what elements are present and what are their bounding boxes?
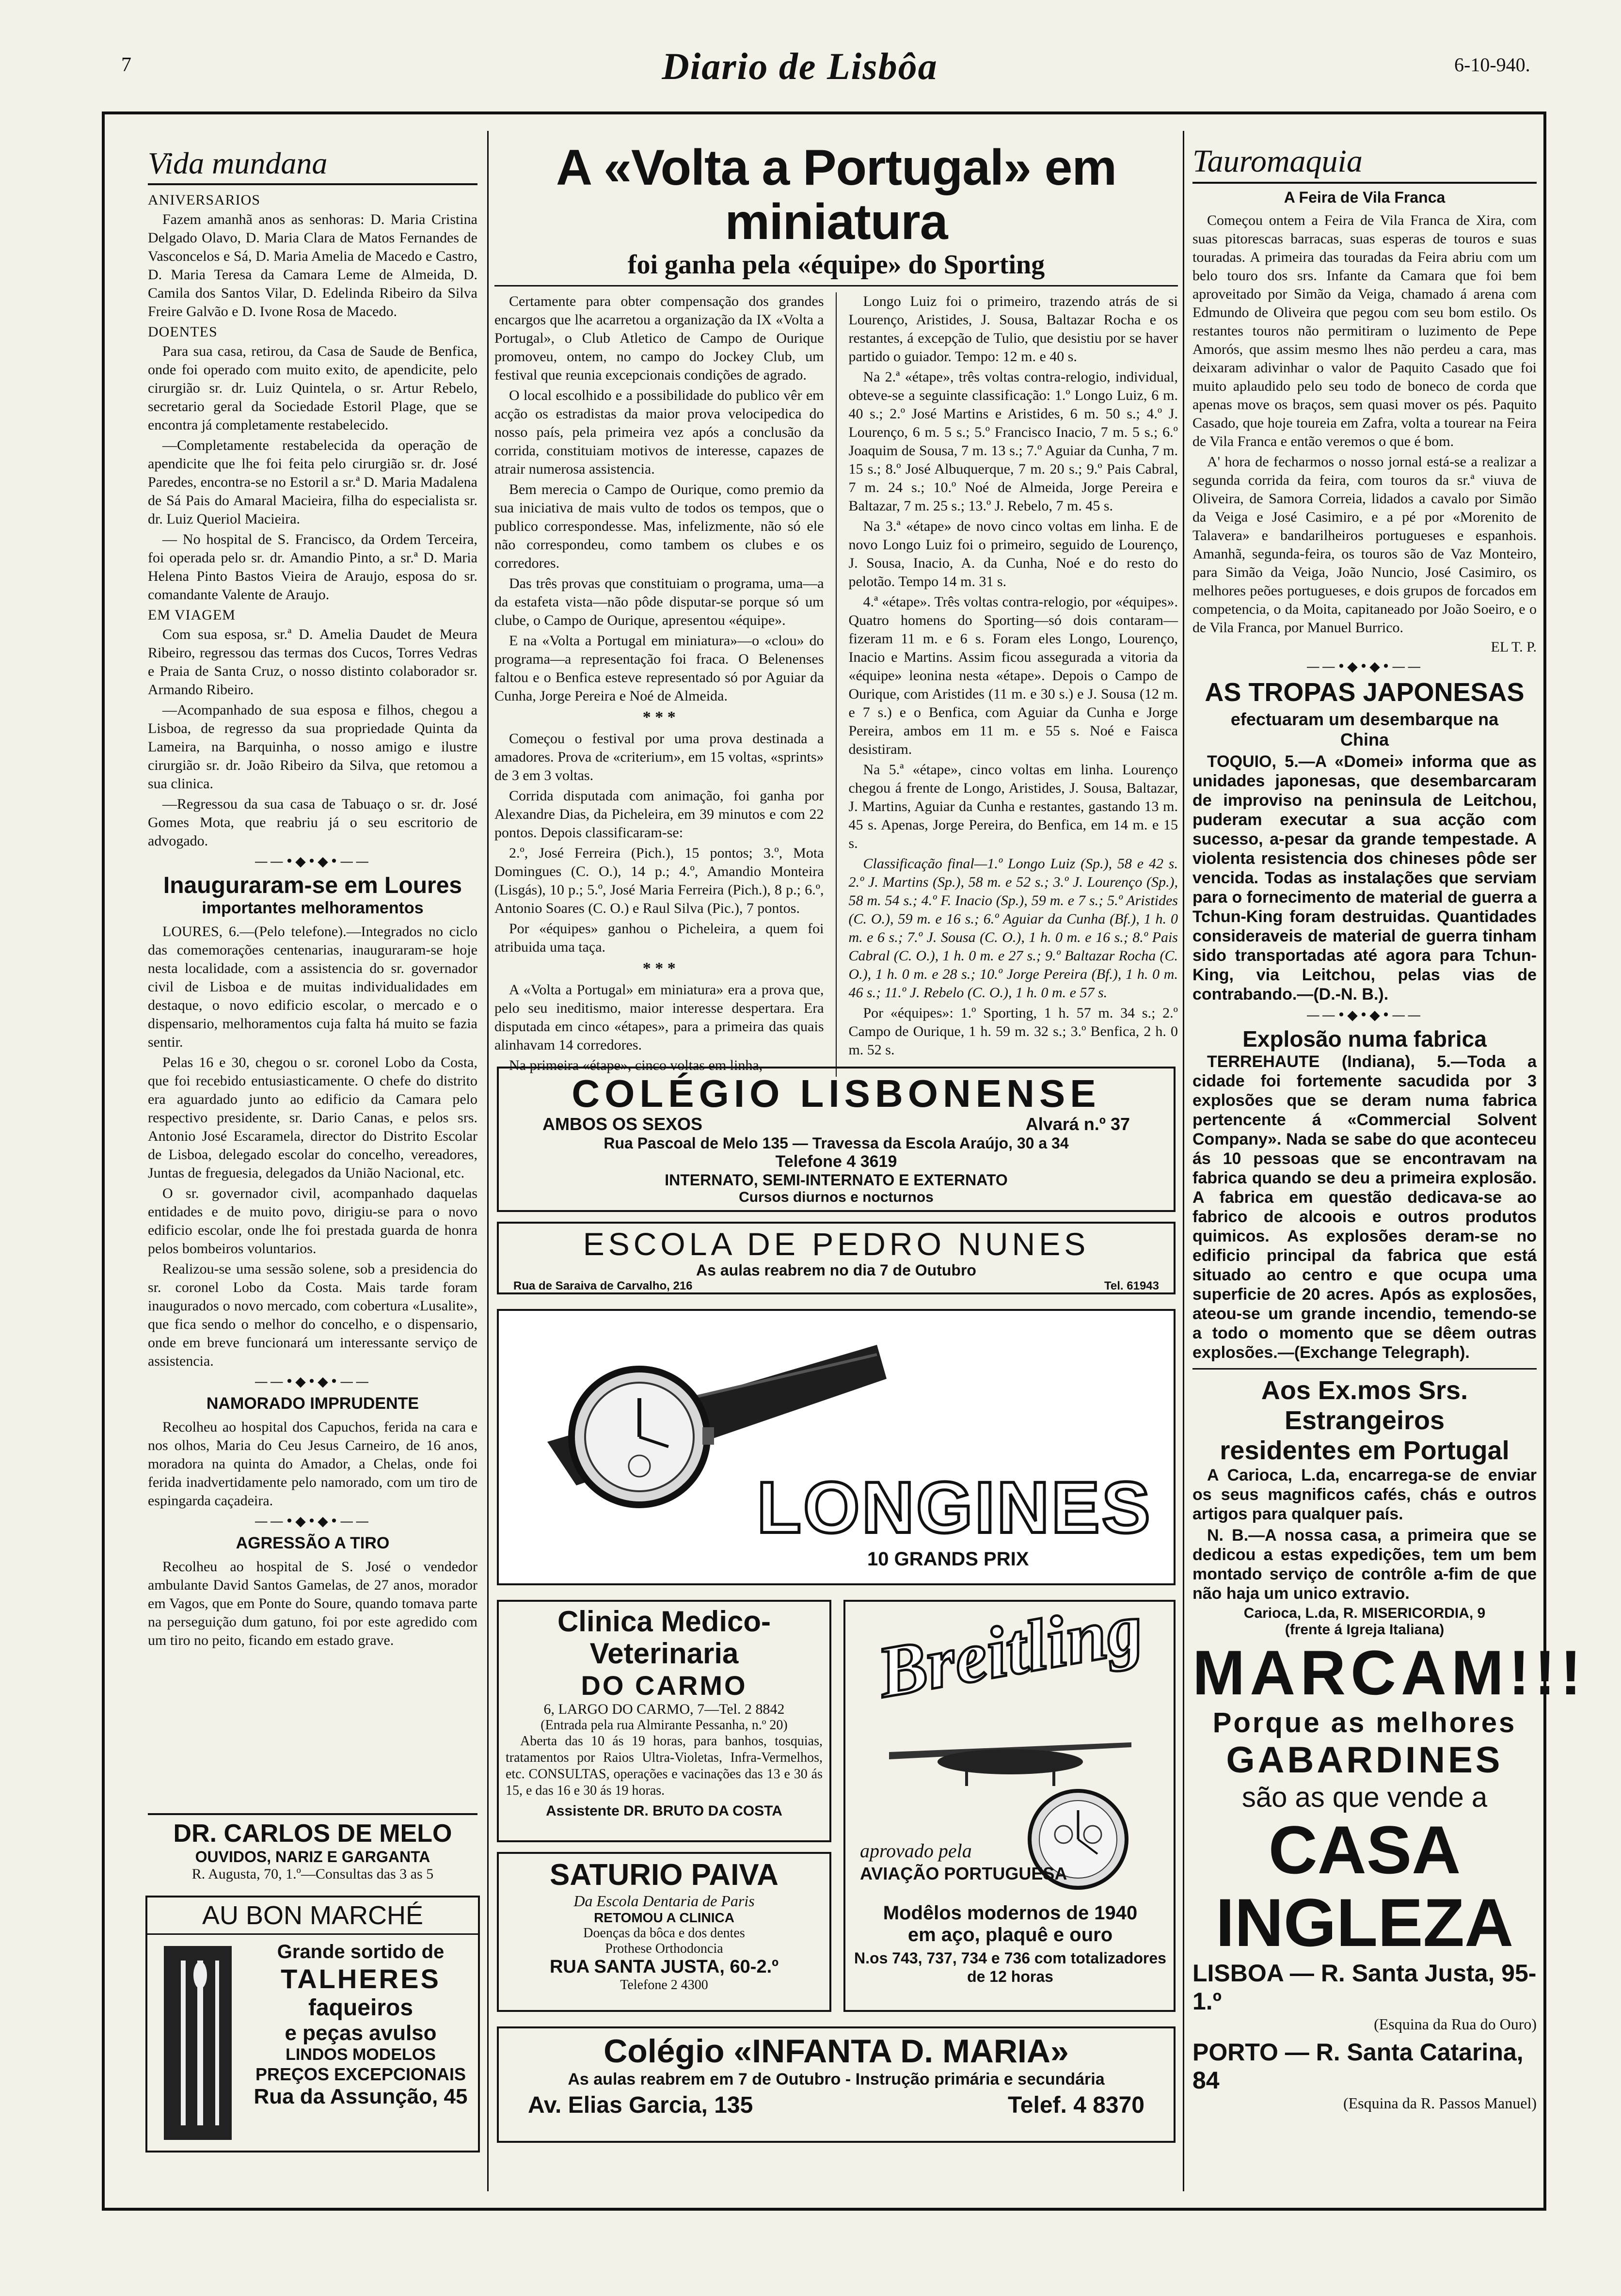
page-date: 6-10-940.: [1454, 54, 1530, 76]
volta-c1p1: Certamente para obter compensação dos grandes encargos que lhe acarretou a organização da IX «Volta a Portugal», o Club Atletico de Campo de Ourique promoveu, ontem, no campo do Jockey Club, um festival que reunia excepcionais condições de agrado.: [494, 293, 824, 383]
volta-c1p10: A «Volta a Portugal» em miniatura» era a prova que, pelo seu ineditismo, maior interesse despertara. Era disputada em cinco «étapes», para a primeira das quais alinhavam 14 corredores.: [494, 982, 824, 1053]
viagem-label: EM VIAGEM: [148, 607, 236, 623]
clinica-text: Aberta das 10 ás 19 horas, para banhos, tosquias, tratamentos por Raios Ultra-Violetas, Infra-Vermelhos, etc. CONSULTAS, operações e vacinações das 13 e 30 ás 15, e das 16 e 30 ás 19 horas.: [506, 1734, 823, 1798]
ad-breitling: [843, 1587, 1176, 2012]
column-rule-1: [487, 131, 489, 2191]
ingleza-l5: CASA INGLEZA: [1215, 1812, 1514, 1961]
bon-marche-l6: PREÇOS EXCEPCIONAIS: [255, 2064, 466, 2084]
doentes-text-1: Para sua casa, retirou, da Casa de Saude de Benfica, onde foi operado com muito exito, de apendicite, pelo cirurgião sr. dr. Luiz Quintela, o sr. Artur Rebelo, secretario geral da Sociedade Estoril Plage, que se encontra já completamente restabelecido.: [148, 343, 477, 433]
loures-p3: O sr. governador civil, acompanhado daquelas entidades e de muito povo, dirigiu-se para o novo edificio escolar, onde lhe foi prestada guarda de honra pelos bombeiros voluntarios.: [148, 1185, 477, 1257]
ad-pedro-nunes: [497, 1222, 1176, 1294]
vida-mundana-title: Vida mundana: [148, 145, 477, 185]
tauromaquia-subtitle: A Feira de Vila Franca: [1284, 189, 1446, 206]
carioca-sign: Carioca, L.da, R. MISERICORDIA, 9: [1243, 1605, 1486, 1621]
bon-marche-l4: e peças avulso: [285, 2021, 437, 2045]
viagem-text-2: —Acompanhado de sua esposa e filhos, chegou a Lisboa, de regresso da sua propriedade Quinta da Lameira, na Barquinha, o nosso amigo e ilustre cirurgião sr. dr. João Ribeiro da Silva, que retomou a sua clinica.: [148, 702, 477, 792]
carlos-address: R. Augusta, 70, 1.º—Consultas das 3 as 5: [191, 1866, 434, 1882]
ad-bon-marche: [145, 1896, 480, 2152]
clinica-entry: (Entrada pela rua Almirante Pessanha, n.º 20): [540, 1718, 788, 1733]
volta-c2p6: Classificação final—1.º Longo Luiz (Sp.), 58 e 42 s. 2.º J. Martins (Sp.), 58 m. e 52 s.; 3.º J. Lourenço (Sp.), 58 m. 54 s.; 4.º F. Inacio (Sp.), 59 m. e 7 s.; 5.º Aristides (C. O.), 59 m. e 16 s.; 6.º Aguiar da Cunha (Bf.), 1 h. 0 m. e 6 s.; 7.º J. Sousa (C. O.), 1 h. 0 m. e 16 s.; 8.º Pais Cabral (C. O.), 1 h. 0 m. e 27 s.; 9.º Baltazar Rocha (C. O.), 1 h. 0 m. e 28 s.; 10.º Jorge Pereira (Bf.), 1 h. 0 m. 46 s.; 11.º J. Rebelo (C. O.), 1 h. 0 m. e 57 s.: [848, 856, 1178, 1001]
ingleza-l4: são as que vende a: [1241, 1782, 1488, 1813]
pedro-nunes-address: Rua de Saraiva de Carvalho, 216: [513, 1279, 693, 1292]
volta-c2p2: Na 2.ª «étape», três voltas contra-relogio, individual, obteve-se a seguinte classificação: 1.º Longo Luiz, 6 m. 40 s.; 2.º José Martins e Aristides, 6 m. 50 s.; 4.º J. Lourenço, 6 m. 5 s.; 5.º Francisco Inacio, 7 m. 5 s.; 6.º Joaquim de Sousa, 7 m. 13 s.; 7.º Aguiar da Cunha, 7 m. 15 s.; 8.º José Albuquerque, 7 m. 20 s.; 9.º Pais Cabral, 7 m. 24 s.; 10.º Noé de Almeida, Jorge Pereira e Baltazar, 7 m. 25 s.; 13.º J. Rebelo, 7 m. 45 s.: [848, 369, 1178, 514]
ingleza-l8: PORTO — R. Santa Catarina, 84: [1192, 2039, 1524, 2094]
carioca-nb: N. B.—A nossa casa, a primeira que se dedicou a estas expedições, tem um bem montado serviço de contrôle a-fim de que não haja um unico extravio.: [1192, 1526, 1537, 1603]
ingleza-l3: GABARDINES: [1226, 1739, 1503, 1781]
volta-c2p1: Longo Luiz foi o primeiro, trazendo atrás de si Lourenço, Aristides, J. Sousa, Baltazar Rocha e os restantes, á excepção de Tulio, que desistiu por se haver partido o guiador. Tempo: 12 m. e 40 s.: [848, 293, 1178, 365]
doentes-text-3: — No hospital de S. Francisco, da Ordem Terceira, foi operada pelo sr. dr. Amandio Pinto, a sr.ª D. Maria Helena Pinto Bastos Vieira de Araujo, esposa do sr. comandante Valente de Araujo.: [148, 531, 477, 603]
infanta-address: Av. Elias Garcia, 135: [528, 2092, 753, 2118]
carioca-sign2: (frente á Igreja Italiana): [1285, 1622, 1445, 1638]
bon-marche-l3: faqueiros: [308, 1995, 413, 2021]
ad-infanta: [497, 2026, 1176, 2143]
lisbonense-title: COLÉGIO LISBONENSE: [572, 1072, 1101, 1115]
airplane-illustration: [879, 1713, 1141, 1793]
bon-marche-title: AU BON MARCHÉ: [147, 1897, 478, 1935]
longines-brand: LONGINES: [757, 1467, 1152, 1548]
saturio-l2: RETOMOU A CLINICA: [594, 1910, 734, 1925]
saturio-l3: Doenças da bôca e dos dentes: [583, 1926, 745, 1941]
separator-ornament: ——•◆•◆•——: [1306, 1007, 1423, 1023]
tauromaquia-title: Tauromaquia: [1192, 143, 1537, 184]
longines-tag: 10 GRANDS PRIX: [867, 1548, 1029, 1570]
infanta-l1: As aulas reabrem em 7 de Outubro - Instrução primária e secundária: [568, 2070, 1105, 2089]
bon-marche-l2: TALHERES: [281, 1963, 441, 1994]
volta-c2p4: 4.ª «étape». Três voltas contra-relogio, por «équipes». Quatro homens do Sporting—só dois contaram—fizeram 11 m. e 6 s. Foram eles Longo, Lourenço, Inacio e Martins. Assim ficou assegurada a vitoria da «équipe» leonina nesta «étape». Depois o Campo de Ourique, com Aristides (11 m. e 30 s.) e J. Sousa (12 m. e 7 s.) e o Benfica, com Aguiar da Cunha e Jorge Pereira, ambos em 11 m. e 55 s. Noé e Faisca desistiram.: [848, 594, 1178, 757]
carioca-title2: residentes em Portugal: [1220, 1436, 1510, 1465]
bon-marche-l5: LINDOS MODELOS: [286, 2045, 436, 2064]
doentes-text-2: —Completamente restabelecida da operação de apendicite que lhe foi feita pelo cirurgião sr. dr. José Paredes, encontra-se no Estoril a sr.ª D. Maria Madalena de Sá Pais do Amaral Macieira, filha do especialista sr. dr. Luiz Queriol Macieira.: [148, 437, 477, 527]
column-rule-2: [1183, 131, 1184, 2191]
volta-c1p4: Das três provas que constituiam o programa, uma—a da estafeta vista—não pôde disputar-se porque só um clube, o Campo de Ourique, apresentou «équipe».: [494, 575, 824, 628]
breitling-l4: em aço, plaquê e ouro: [907, 1924, 1113, 1945]
ad-carlos-melo: [148, 1813, 477, 1882]
volta-c1p3: Bem merecia o Campo de Ourique, como premio da sua iniciativa de mais vulto de todos os tempos, que o publico correspondesse. Mas, infelizmente, não só ele não correspondeu, como tambem os clubes e os corredores.: [494, 481, 824, 571]
ad-clinica: [497, 1600, 831, 1842]
separator-ornament: ——•◆•◆•——: [254, 853, 371, 869]
viagem-text-3: —Regressou da sua casa de Tabuaço o sr. dr. José Gomes Mota, que reabriu já o seu escritorio de advogado.: [148, 796, 477, 849]
page-number: 7: [121, 54, 131, 76]
pedro-nunes-l1: As aulas reabrem no dia 7 de Outubro: [696, 1261, 976, 1279]
lisbonense-phone: Telefone 4 3619: [775, 1152, 897, 1171]
saturio-l6: Telefone 2 4300: [620, 1977, 708, 1993]
tauromaquia-section: [1192, 143, 1537, 1638]
carioca-text: A Carioca, L.da, encarrega-se de enviar os seus magnificos cafés, chás e outros artigos para qualquer país.: [1192, 1466, 1537, 1523]
aniversarios-label: ANIVERSARIOS: [148, 192, 261, 208]
doentes-label: DOENTES: [148, 324, 218, 340]
volta-c1p11: Na primeira «étape», cinco voltas em linha,: [509, 1057, 763, 1073]
volta-c1p9: Por «équipes» ganhou o Picheleira, a quem foi atribuida uma taça.: [494, 921, 824, 955]
bon-marche-l7: Rua da Assunção, 45: [254, 2085, 468, 2108]
saturio-l4: Prothese Orthodoncia: [605, 1941, 723, 1956]
agressao-text: Recolheu ao hospital de S. José o vendedor ambulante David Santos Gamelas, de 27 anos, morador em Vagos, que em Ponte do Soure, quando tomava parte na perseguição dum gatuno, foi por este agredido com um tiro no peito, ficando em estado grave.: [148, 1559, 477, 1648]
saturio-l5: RUA SANTA JUSTA, 60-2.º: [549, 1957, 779, 1977]
loures-title: Inauguraram-se em Loures: [163, 873, 462, 898]
tropas-title: AS TROPAS JAPONESAS: [1205, 678, 1525, 707]
breitling-l3: Modêlos modernos de 1940: [883, 1902, 1138, 1924]
carlos-name: DR. CARLOS DE MELO: [173, 1819, 452, 1848]
loures-p2: Pelas 16 e 30, chegou o sr. coronel Lobo da Costa, que foi recebido entusiasticamente. O chefe do distrito era aguardado junto ao edificio da Camara pelo respectivo presidente, sr. Dario Canas, e pelos srs. Antonio José Escaramela, director do Distrito Escolar de Lisboa, delegado escolar do concelho, vereadores, Juntas de freguesia, delegados da União Nacional, etc.: [148, 1054, 477, 1181]
pedro-nunes-phone: Tel. 61943: [1104, 1279, 1159, 1292]
explosao-title: Explosão numa fabrica: [1242, 1026, 1487, 1052]
volta-stars: * * *: [642, 959, 676, 977]
breitling-l1: aprovado pela: [860, 1840, 972, 1862]
volta-subtitle: foi ganha pela «équipe» do Sporting: [494, 249, 1178, 287]
breitling-l5: N.os 743, 737, 734 e 736 com totalizadores de 12 horas: [854, 1949, 1166, 1985]
tauromaquia-p1: Começou ontem a Feira de Vila Franca de Xira, com suas pitorescas barracas, suas esperas de touros e suas touradas. A primeira das touradas da Feira abriu com um belo touro dos srs. Infante da Camara que foi bem aproveitado por Simão da Veiga, chamado á arena com Edmundo de Oliveira que pegou com seu bom estilo. Os restantes touros não permitiram o luzimento de Pepe Amorós, que assim mesmo lhes não perdeu a cara, mas deixaram adivinhar o valor de Paquito Casado que foi muito aplaudido pelo seu todo de boneco de corda que apenas move os braços, sem quasi mover os pés. Paquito Casado, que hoje toureia em Zafra, volta a tourear na Feira de Vila Franca e então veremos o que é bom.: [1192, 212, 1537, 449]
volta-c1p6: Começou o festival por uma prova destinada a amadores. Prova de «criterium», em 15 voltas, «sprints» de 3 em 3 voltas.: [494, 731, 824, 783]
loures-subtitle: importantes melhoramentos: [202, 899, 424, 917]
lisbonense-l2: Alvará n.º 37: [1025, 1114, 1130, 1134]
ingleza-l2: Porque as melhores: [1212, 1707, 1517, 1738]
saturio-title: SATURIO PAIVA: [550, 1858, 779, 1892]
ad-colegio-lisbonense: [497, 1067, 1176, 1212]
infanta-title: Colégio «INFANTA D. MARIA»: [604, 2033, 1069, 2070]
separator-ornament: ——•◆•◆•——: [1306, 658, 1423, 674]
volta-c1p8: 2.º, José Ferreira (Pich.), 15 pontos; 3.º, Mota Domingues (C. O.), 14 p.; 4.º, Amandio Monteira (Lisgás), 10 p.; 5.º, José Maria Ferreira (Pich.), 8 p.; 6.º, Antonio Soares (C. O.) e Raul Silva (Pic.), 7 pontos.: [494, 845, 824, 916]
volta-c2p7: Por «équipes»: 1.º Sporting, 1 h. 57 m. 34 s.; 2.º Campo de Ourique, 1 h. 59 m. 32 s.; 3.º Benfica, 2 h. 0 m. 52 s.: [848, 1005, 1178, 1058]
ingleza-l1: MARCAM!!!: [1192, 1637, 1586, 1708]
tauromaquia-p2: A' hora de fecharmos o nosso jornal está-se a realizar a segunda corrida da feira, com touros da sr.ª viuva de Oliveira, de Samora Correia, lidados a cavalo por Simão da Veiga e José Casimiro, e a pé por «Morenito de Talavera» e bandarilheiros portugueses e espanhois. Amanhã, segunda-feira, os touros são de Vaz Monteiro, para Simão da Veiga, João Nuncio, José Casimiro, os melhores peões portugueses, e dois grupos de forcados em competencia, o da Moita, capitaneado por João Soeiro, e o de Vila Franca, por Manuel Burrico.: [1192, 454, 1537, 636]
infanta-phone: Telef. 4 8370: [1008, 2092, 1144, 2118]
lisbonense-l1: AMBOS OS SEXOS: [542, 1114, 703, 1134]
pedro-nunes-title: ESCOLA DE PEDRO NUNES: [583, 1226, 1090, 1262]
separator-ornament: ——•◆•◆•——: [254, 1373, 371, 1389]
ad-longines: [497, 1309, 1176, 1585]
volta-c2p3: Na 3.ª «étape» de novo cinco voltas em linha. E de novo Longo Luiz foi o primeiro, seguido de Lourenço, J. Sousa, Inacio, A. da Cunha, Noé e do resto do pelotão. Tempo 14 m. 31 s.: [848, 518, 1178, 590]
clinica-address: 6, LARGO DO CARMO, 7—Tel. 2 8842: [543, 1701, 785, 1717]
vida-mundana-section: [148, 145, 477, 1652]
tauromaquia-sign: EL T. P.: [1491, 639, 1537, 655]
ad-saturio: [497, 1852, 831, 2012]
masthead: Diario de Lisbôa: [662, 45, 938, 87]
ingleza-l9: (Esquina da R. Passos Manuel): [1343, 2094, 1537, 2112]
clinica-assist: Assistente DR. BRUTO DA COSTA: [546, 1803, 782, 1819]
breitling-brand: Breitling: [872, 1587, 1149, 1713]
volta-c2p5: Na 5.ª «étape», cinco voltas em linha. Lourenço chegou á frente de Longo, Aristides, J. Sousa, Baltazar, J. Martins, Aguiar da Cunha e restantes, gastando 13 m. 45 s. Apenas, Jorge Pereira, do Benfica, em 14 m. e 15 s.: [848, 762, 1178, 851]
ad-casa-ingleza: [1192, 1637, 1586, 2112]
ingleza-l7: (Esquina da Rua do Ouro): [1374, 2015, 1537, 2033]
namorado-text: Recolheu ao hospital dos Capuchos, ferida na cara e nos olhos, Maria do Ceu Jesus Carneiro, de 16 anos, moradora na quinta do Amador, a Chelas, onde foi ferida inadvertidamente pelo namorado, com um tiro de espingarda caçadeira.: [148, 1419, 477, 1509]
clinica-title1: Clinica Medico-Veterinaria: [557, 1605, 771, 1670]
ingleza-l6: LISBOA — R. Santa Justa, 95-1.º: [1192, 1960, 1537, 2015]
namorado-title: NAMORADO IMPRUDENTE: [206, 1394, 419, 1413]
viagem-text-1: Com sua esposa, sr.ª D. Amelia Daudet de Meura Ribeiro, regressou das termas dos Cucos, Torres Vedras e Praia de Santa Cruz, o nosso distinto colaborador sr. Armando Ribeiro.: [148, 626, 477, 698]
volta-c1p2: O local escolhido e a possibilidade do publico vêr em acção os estradistas da maior prova velocipedica do nosso país, pela primeira vez após a conclusão da corrida, constituiam motivos de interesse, capazes de atrair numerosa assistencia.: [494, 387, 824, 477]
breitling-l2: AVIAÇÃO PORTUGUESA: [860, 1864, 1067, 1883]
loures-p4: Realizou-se uma sessão solene, sob a presidencia do sr. coronel Lobo da Costa. Mais tarde foram inaugurados o novo mercado, com cobertura «Lusalite», que fica sendo o melhor do concelho, e o dispensario, onde em breve funcionará um interessante serviço de assistencia.: [148, 1261, 477, 1369]
lisbonense-cursos: Cursos diurnos e nocturnos: [739, 1189, 934, 1205]
carlos-line: OUVIDOS, NARIZ E GARGANTA: [195, 1848, 430, 1866]
tropas-subtitle: efectuaram um desembarque na China: [1230, 709, 1499, 749]
separator-ornament: ——•◆•◆•——: [254, 1513, 371, 1529]
tropas-text: TOQUIO, 5.—A «Domei» informa que as unidades japonesas, que desembarcaram de improviso na peninsula de Leitchou, puderam executar a sua acção com sucesso, a-pesar da grande tempestade. A violenta resistencia dos chineses pôde ser vencida. Todas as instalações que serviam para o fornecimento de material de guerra a Tchun-King foram destruidas. Quantidades consideraveis de material de guerra tinham sido transportadas até agora para Tchun-King, via Leitchou, pelas vias de contrabando.—(D.-N. B.).: [1192, 752, 1537, 1004]
volta-c1p7: Corrida disputada com animação, foi ganha por Alexandre Dias, da Picheleira, em 39 minutos e com 22 pontos. Depois classificaram-se:: [494, 788, 824, 841]
volta-stars: * * *: [642, 708, 676, 726]
saturio-l1: Da Escola Dentaria de Paris: [573, 1892, 755, 1910]
volta-c1p5: E na «Volta a Portugal em miniatura»—o «clou» do programa—a representação foi fraca. O Belenenses faltou e o Benfica esteve representado só por Aguiar da Cunha, Jorge Pereira e Noé de Almeida.: [494, 633, 824, 704]
cutlery-illustration: [154, 1941, 241, 2145]
explosao-text: TERREHAUTE (Indiana), 5.—Toda a cidade foi fortemente sacudida por 3 explosões que se deram numa fabrica pertencente á «Commercial Solvent Company». Nada se sabe do que aconteceu ás 10 pessoas que se encontravam na fabrica quando se deu a primeira explosão. A fabrica em questão dedicava-se ao fabrico de alcoois e outros produtos quimicos. As explosões deram-se no edificio principal da fabrica que está situado ao centro e que ocupa uma superficie de 20 acres. Após as explosões, ateou-se um grande incendio, temendo-se a todo o momento que se dêem outras explosões.—(Exchange Telegraph).: [1192, 1052, 1537, 1362]
agressao-title: AGRESSÃO A TIRO: [236, 1534, 390, 1552]
aniversarios-text: Fazem amanhã anos as senhoras: D. Maria Cristina Delgado Olavo, D. Maria Clara de Matos Fernandes de Vasconcelos e Sá, D. Maria Amelia de Macedo e Castro, D. Maria Teresa da Camara Leme de Almeida, D. Camila dos Santos Vilar, D. Edelinda Ribeiro da Silva Freire Galvão e D. Ivone Rosa de Macedo.: [148, 211, 477, 319]
bon-marche-l1: Grande sortido de: [277, 1941, 445, 1962]
clinica-title2: DO CARMO: [581, 1670, 747, 1701]
carioca-title1: Aos Ex.mos Srs. Estrangeiros: [1261, 1376, 1468, 1435]
volta-article: [494, 141, 1178, 1077]
loures-p1: LOURES, 6.—(Pelo telefone).—Integrados no ciclo das comemorações centenarias, inauguraram-se hoje nesta localidade, com a assistencia do sr. governador civil de Lisboa e de muitas individualidades em destaque, o novo edificio escolar, o mercado e o dispensario, melhoramentos cuja falta há muito se fazia sentir.: [148, 924, 477, 1050]
lisbonense-regime: INTERNATO, SEMI-INTERNATO E EXTERNATO: [665, 1171, 1008, 1189]
lisbonense-address: Rua Pascoal de Melo 135 — Travessa da Escola Araújo, 30 a 34: [604, 1134, 1069, 1152]
volta-title: A «Volta a Portugal» em miniatura: [556, 140, 1116, 250]
